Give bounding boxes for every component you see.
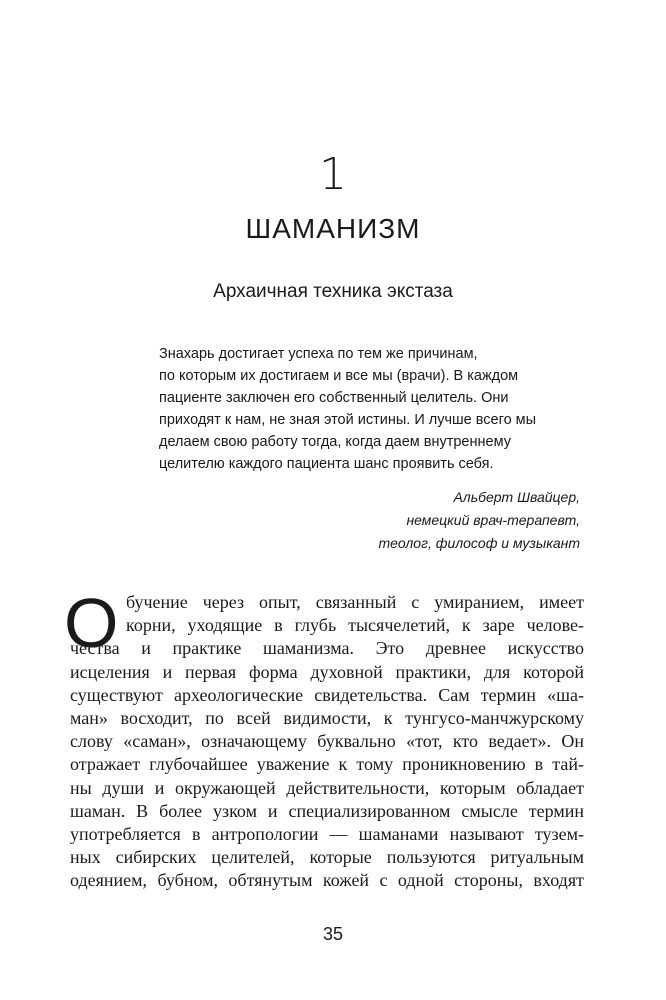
body-line: слову «саман», означающему буквально «тот, кто ведает». Он [70, 731, 584, 752]
page-number: 35 [322, 924, 344, 944]
body-line: шаман. В более узком и специализированном смысле термин [70, 800, 584, 821]
epigraph-line: приходят к нам, не зная этой истины. И лучше всего мы [159, 412, 537, 428]
epigraph-line: Знахарь достигает успеха по тем же причинам, [159, 346, 478, 362]
drop-cap: О [64, 584, 119, 662]
epigraph-attribution [280, 486, 580, 555]
epigraph-line: по которым их достигаем и все мы (врачи). В каждом [159, 368, 519, 384]
chapter-subtitle: Архаичная техника экстаза [213, 281, 453, 302]
epigraph-line: целителю каждого пациента шанс проявить себя. [159, 456, 494, 472]
attribution-role: теолог, философ и музыкант [378, 535, 580, 551]
body-line: отражает глубочайшее уважение к тому проникновению в тай- [70, 754, 584, 775]
body-paragraph [70, 591, 584, 892]
body-line: ных сибирских целителей, которые пользуются ритуальным [70, 847, 584, 868]
body-line: чества и практике шаманизма. Это древнее искусство [70, 638, 584, 659]
epigraph-line: делаем свою работу тогда, когда даем внутреннему [159, 434, 511, 450]
epigraph-line: пациенте заключен его собственный целитель. Они [159, 390, 509, 406]
body-line: бучение через опыт, связанный с умиранием, имеет [126, 592, 584, 612]
epigraph [159, 343, 589, 475]
body-line: корни, уходящие в глубь тысячелетий, к заре челове- [126, 615, 584, 636]
chapter-title: ШАМАНИЗМ [245, 213, 421, 244]
body-line: существуют археологические свидетельства. Сам термин «ша- [70, 684, 584, 705]
body-line: исцеления и первая форма духовной практики, для которой [70, 661, 584, 682]
chapter-number: 1 [319, 149, 347, 200]
body-line: ны души и окружающей действительности, которым обладает [70, 777, 584, 798]
attribution-role: немецкий врач-терапевт, [406, 512, 580, 528]
attribution-author: Альберт Швайцер, [453, 489, 580, 505]
body-line: ман» восходит, по всей видимости, к тунгусо-манчжурскому [70, 707, 584, 728]
body-line: употребляется в антропологии — шаманами называют тузем- [70, 823, 584, 844]
body-line: одеянием, бубном, обтянутым кожей с одной стороны, входят [70, 870, 584, 891]
